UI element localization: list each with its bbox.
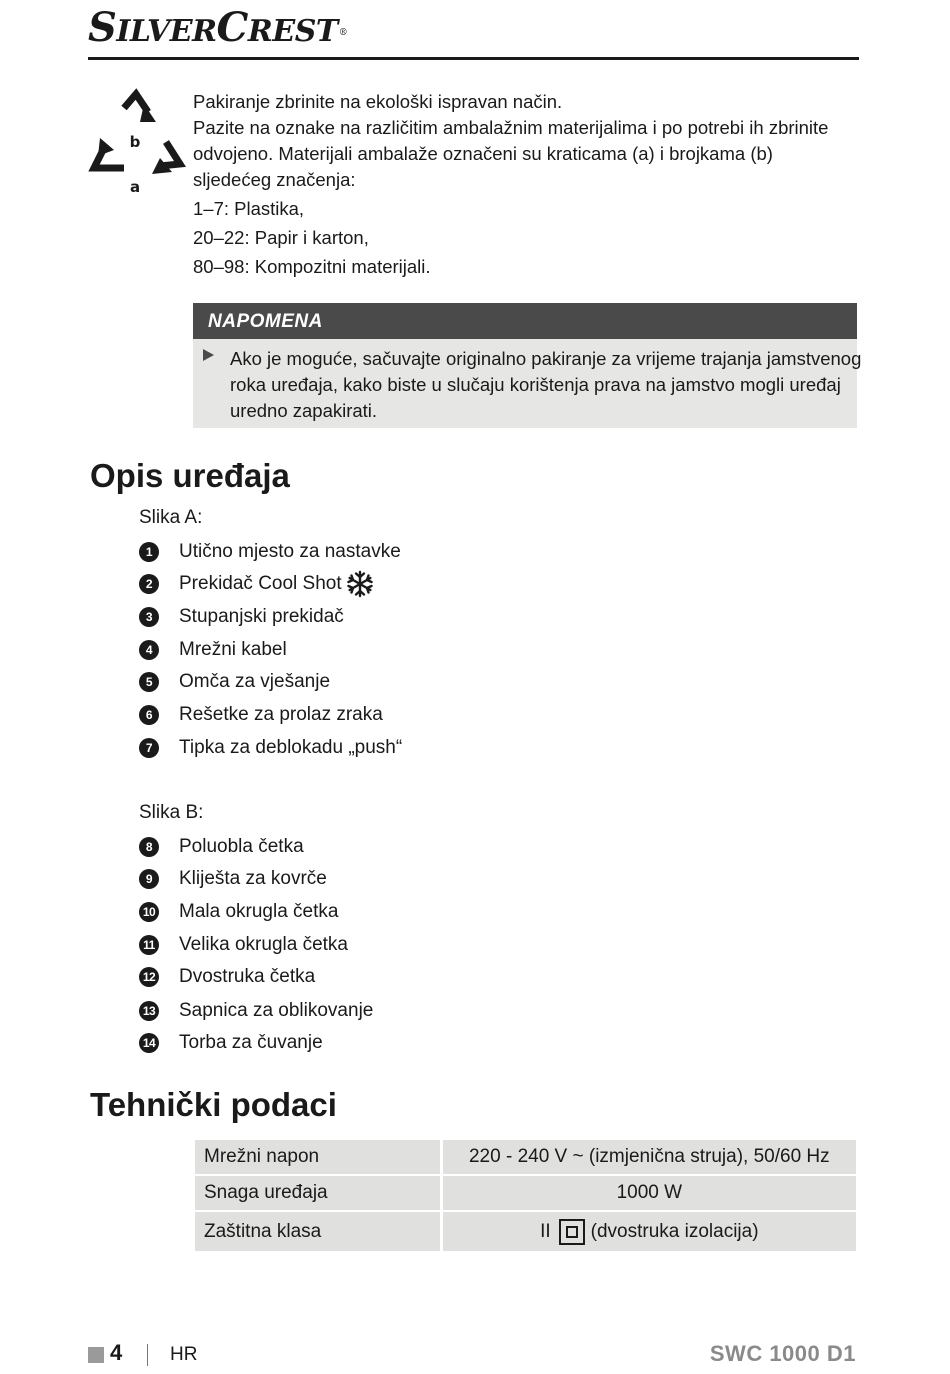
table-cell-name: Mrežni napon [195,1140,440,1174]
number-badge: 6 [139,705,159,725]
table-cell-name: Zaštitna klasa [195,1212,440,1251]
model-number: SWC 1000 D1 [709,1341,856,1366]
number-badge: 4 [139,640,159,660]
footer-square-icon [88,1347,104,1363]
item-label: Dvostruka četka [179,966,316,987]
note-line: uredno zapakirati. [230,400,378,421]
list-item [139,537,401,567]
brand-logo: SILVERCREST® [88,4,348,51]
number-badge: 12 [139,967,159,987]
intro-line: Pakiranje zbrinite na ekološki ispravan način. [193,91,563,112]
number-badge: 9 [139,869,159,889]
list-item [139,700,383,730]
page-number: 4 [110,1340,123,1365]
table-row [195,1140,856,1174]
list-item [139,1028,323,1058]
item-label: Stupanjski prekidač [179,606,344,627]
intro-line: odvojeno. Materijali ambalaže označeni su kraticama (a) i brojkama (b) [193,143,773,164]
note-title: NAPOMENA [193,303,857,339]
list-item [139,996,373,1026]
note-line: Ako je moguće, sačuvajte originalno pakiranje za vrijeme trajanja jamstvenog [230,348,862,369]
item-label: Poluobla četka [179,836,304,857]
item-label: Mala okrugla četka [179,901,339,922]
number-badge: 8 [139,837,159,857]
snowflake-icon [346,570,374,598]
list-item [139,569,374,599]
item-label: Velika okrugla četka [179,934,348,955]
intro-line: 1–7: Plastika, [193,198,305,219]
section-title-description: Opis uređaja [90,457,290,494]
intro-line: 80–98: Kompozitni materijali. [193,256,431,277]
recycle-label-b: b [129,133,141,151]
number-badge: 11 [139,935,159,955]
arrow-right-icon [203,349,214,361]
item-label: Tipka za deblokadu „push“ [179,737,403,758]
footer-divider [147,1344,148,1366]
list-item [139,897,338,927]
double-insulation-icon [559,1219,585,1245]
table-row [195,1176,856,1210]
table-cell-value [443,1212,856,1251]
number-badge: 13 [139,1001,159,1021]
item-label: Utično mjesto za nastavke [179,541,401,562]
intro-line: sljedećeg značenja: [193,169,356,190]
recycle-label-a: a [129,178,141,196]
item-label: Mrežni kabel [179,639,287,660]
number-badge: 3 [139,607,159,627]
list-item [139,962,315,992]
figure-a-label: Slika A: [139,507,203,528]
item-label: Kliješta za kovrče [179,868,327,889]
figure-b-label: Slika B: [139,802,204,823]
protection-class-prefix: II [540,1220,551,1242]
item-label: Sapnica za oblikovanje [179,1000,374,1021]
section-title-technical: Tehnički podaci [90,1086,337,1123]
list-item [139,635,287,665]
number-badge: 10 [139,902,159,922]
table-cell-value: 220 - 240 V ~ (izmjenična struja), 50/60 Hz [443,1140,856,1174]
number-badge: 7 [139,738,159,758]
list-item [139,667,330,697]
item-label: Torba za čuvanje [179,1032,323,1053]
number-badge: 5 [139,672,159,692]
list-item [139,832,304,862]
protection-class-text: (dvostruka izolacija) [590,1220,759,1242]
table-row [195,1212,856,1251]
number-badge: 2 [139,574,159,594]
number-badge: 1 [139,542,159,562]
header-rule [88,57,859,60]
language-code: HR [170,1344,198,1365]
item-label: Rešetke za prolaz zraka [179,704,383,725]
recycle-icon [86,86,186,198]
note-box [193,303,862,428]
number-badge: 14 [139,1033,159,1053]
item-label: Prekidač Cool Shot [179,573,342,594]
table-cell-name: Snaga uređaja [195,1176,440,1210]
intro-line: 20–22: Papir i karton, [193,227,369,248]
intro-line: Pazite na oznake na različitim ambalažnim materijalima i po potrebi ih zbrinite [193,117,829,138]
table-cell-value: 1000 W [443,1176,856,1210]
list-item [139,864,327,894]
list-item [139,602,344,632]
item-label: Omča za vješanje [179,671,331,692]
list-item [139,930,348,960]
list-item [139,733,402,763]
note-line: roka uređaja, kako biste u slučaju korištenja prava na jamstvo mogli uređaj [230,374,841,395]
